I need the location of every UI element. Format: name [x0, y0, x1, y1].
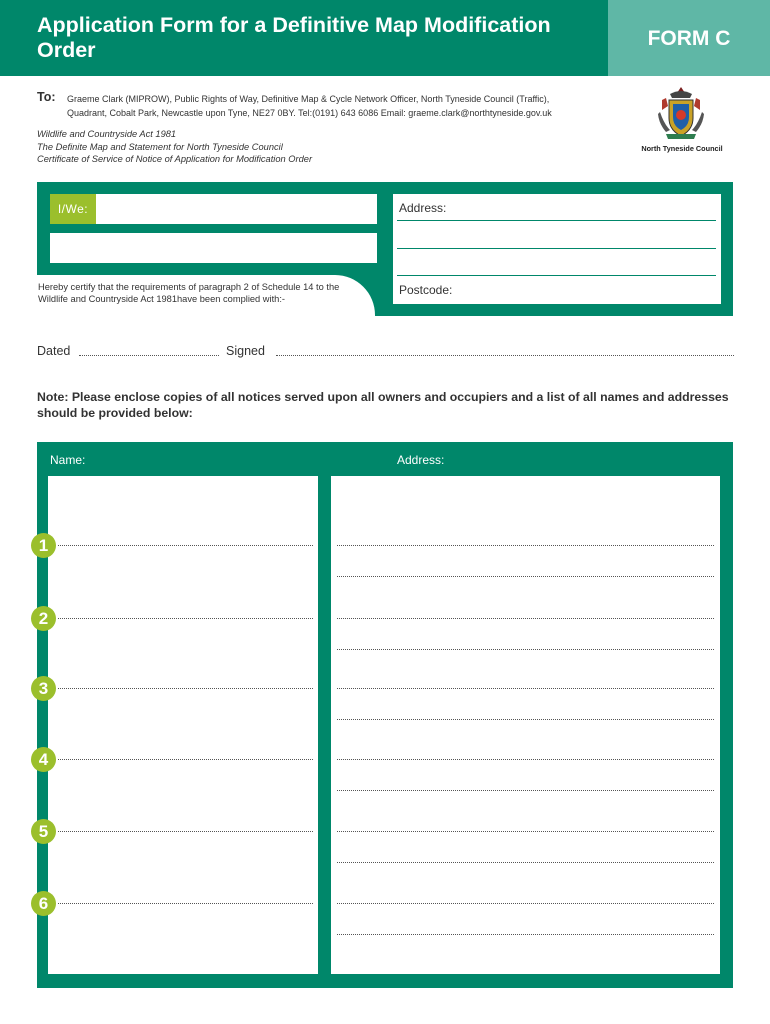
entry-number-badge: 6 — [31, 891, 56, 916]
recipient-name-field[interactable] — [58, 545, 313, 546]
signature-field[interactable] — [276, 355, 734, 356]
recipient-address-field[interactable] — [337, 790, 714, 791]
legislation-line-2: The Definite Map and Statement for North Tyneside Council — [37, 142, 283, 152]
recipient-address-field[interactable] — [337, 862, 714, 863]
entry-number-badge: 3 — [31, 676, 56, 701]
legislation-line-3: Certificate of Service of Notice of Application for Modification Order — [37, 154, 313, 164]
address-column — [331, 476, 720, 974]
recipient-address-field[interactable] — [337, 719, 714, 720]
date-field[interactable] — [79, 355, 219, 356]
recipient-address-field[interactable] — [337, 649, 714, 650]
note-text: Note: Please enclose copies of all notices served upon all owners and occupiers and a list of all names and addresses should be provided below: — [37, 390, 729, 420]
recipient-name-field[interactable] — [58, 759, 313, 760]
name-column — [48, 476, 318, 974]
recipient-name-field[interactable] — [58, 688, 313, 689]
applicant-name-field-1[interactable] — [50, 194, 377, 224]
recipient-name-field[interactable] — [58, 903, 313, 904]
entry-number-badge: 2 — [31, 606, 56, 631]
recipient-address-line-1: Graeme Clark (MIPROW), Public Rights of Way, Definitive Map & Cycle Network Officer, North Tyneside Council (Traffic), — [67, 94, 550, 104]
entry-number-badge: 5 — [31, 819, 56, 844]
council-crest-icon — [652, 84, 710, 142]
recipient-name-field[interactable] — [58, 618, 313, 619]
form-id-label: FORM C — [647, 27, 731, 50]
recipient-name-field[interactable] — [58, 831, 313, 832]
address-line[interactable] — [397, 248, 716, 249]
certification-text: Hereby certify that the requirements of paragraph 2 of Schedule 14 to the Wildlife and Countryside Act 1981have been complied with:- — [38, 282, 340, 304]
address-column-header: Address: — [397, 453, 445, 467]
address-line[interactable] — [397, 275, 716, 276]
applicant-name-field-2[interactable] — [50, 233, 377, 263]
iwe-label: I/We: — [50, 194, 96, 224]
postcode-label: Postcode: — [399, 283, 453, 297]
recipient-address-field[interactable] — [337, 576, 714, 577]
dated-label: Dated — [37, 344, 71, 358]
entry-number-badge: 4 — [31, 747, 56, 772]
page-title: Application Form for a Definitive Map Modification Order — [37, 13, 551, 62]
address-label: Address: — [399, 201, 447, 215]
name-column-header: Name: — [50, 453, 86, 467]
recipient-address-field[interactable] — [337, 688, 714, 689]
address-line[interactable] — [397, 220, 716, 221]
to-label: To: — [37, 90, 56, 104]
recipient-address-field[interactable] — [337, 759, 714, 760]
signed-label: Signed — [226, 344, 265, 358]
recipient-address-line-2: Quadrant, Cobalt Park, Newcastle upon Tyne, NE27 0BY. Tel:(0191) 643 6086 Email: graeme.clark@northtyneside.gov.uk — [67, 108, 552, 118]
recipient-address-field[interactable] — [337, 903, 714, 904]
council-name: North Tyneside Council — [641, 144, 723, 153]
recipient-address-field[interactable] — [337, 934, 714, 935]
legislation-line-1: Wildlife and Countryside Act 1981 — [37, 129, 177, 139]
recipient-address-field[interactable] — [337, 831, 714, 832]
recipient-address-field[interactable] — [337, 545, 714, 546]
recipient-address-field[interactable] — [337, 618, 714, 619]
entry-number-badge: 1 — [31, 533, 56, 558]
